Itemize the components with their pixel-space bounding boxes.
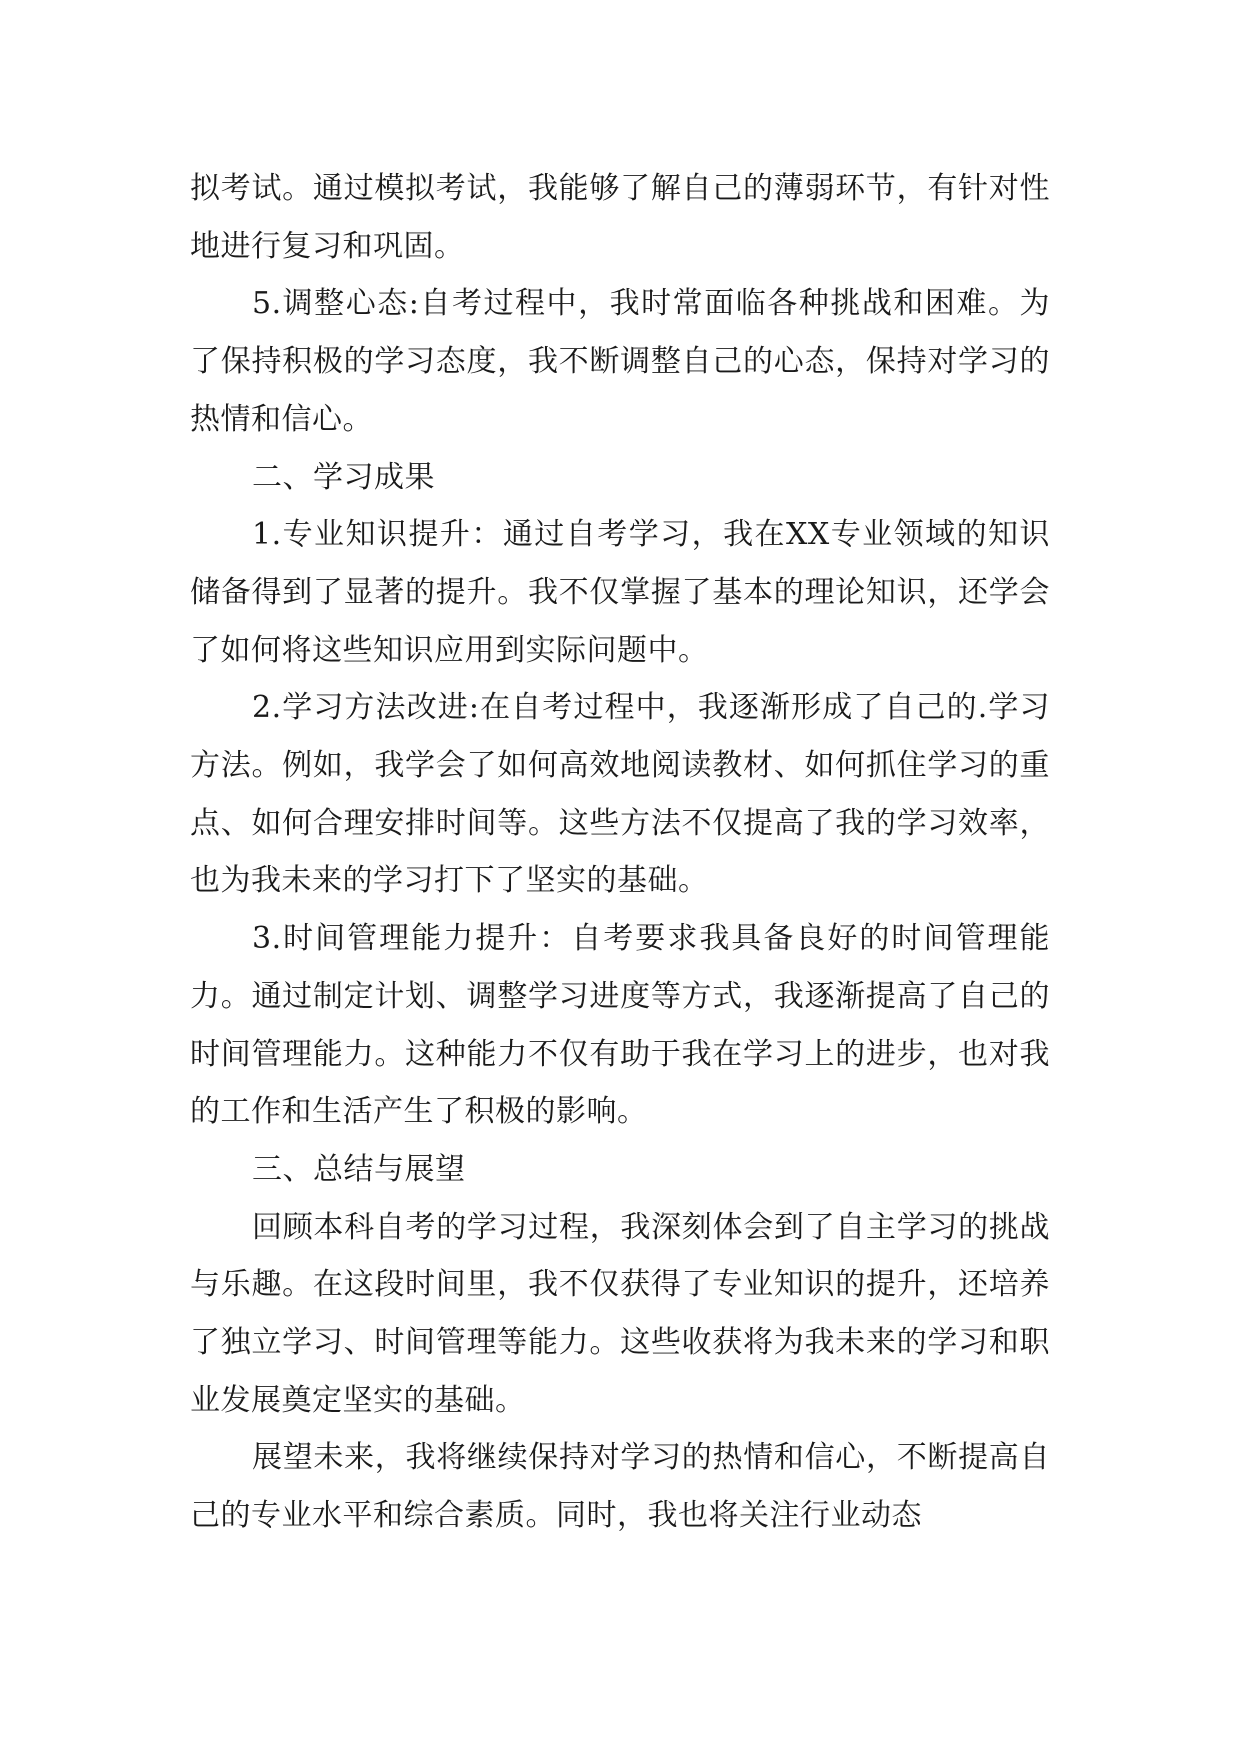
- document-body: [190, 160, 1050, 1545]
- paragraph-time-management: 3.时间管理能力提升：自考要求我具备良好的时间管理能力。通过制定计划、调整学习进度等方式，我逐渐提高了自己的时间管理能力。这种能力不仅有助于我在学习上的进步，也对我的工作和生活产生了积极的影响。: [190, 921, 1050, 1130]
- paragraph-mock-exam: 拟考试。通过模拟考试，我能够了解自己的薄弱环节，有针对性地进行复习和巩固。: [190, 171, 1050, 264]
- paragraph-learning-methods: 2.学习方法改进:在自考过程中，我逐渐形成了自己的.学习方法。例如，我学会了如何高效地阅读教材、如何抓住学习的重点、如何合理安排时间等。这些方法不仅提高了我的学习效率，也为我未来的学习打下了坚实的基础。: [190, 690, 1050, 899]
- section-heading-learning-results: 二、学习成果: [252, 459, 435, 495]
- paragraph-outlook: 展望未来，我将继续保持对学习的热情和信心，不断提高自己的专业水平和综合素质。同时，我也将关注行业动态: [190, 1440, 1050, 1534]
- paragraph-review: 回顾本科自考的学习过程，我深刻体会到了自主学习的挑战与乐趣。在这段时间里，我不仅获得了专业知识的提升，还培养了独立学习、时间管理等能力。这些收获将为我未来的学习和职业发展奠定坚实的基础。: [190, 1209, 1050, 1418]
- paragraph-adjust-mindset: 5.调整心态:自考过程中，我时常面临各种挑战和困难。为了保持积极的学习态度，我不断调整自己的心态，保持对学习的热情和信心。: [190, 286, 1050, 437]
- paragraph-professional-knowledge: 1.专业知识提升：通过自考学习，我在XX专业领域的知识储备得到了显著的提升。我不仅掌握了基本的理论知识，还学会了如何将这些知识应用到实际问题中。: [190, 517, 1050, 668]
- section-heading-summary-outlook: 三、总结与展望: [252, 1151, 466, 1187]
